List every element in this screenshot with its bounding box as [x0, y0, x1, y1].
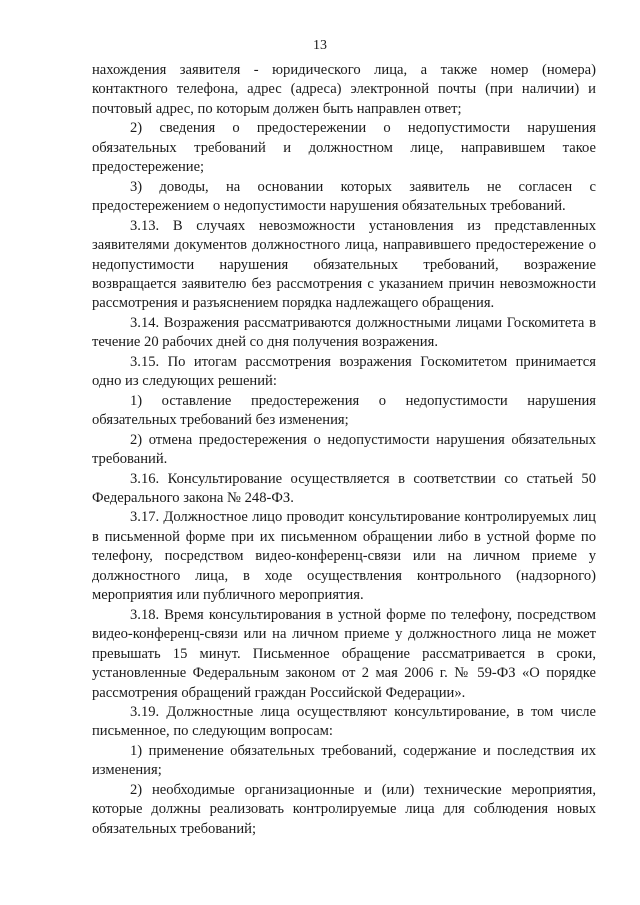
paragraph: 2) отмена предостережения о недопустимости нарушения обязательных требований.	[92, 431, 596, 468]
paragraph: 2) сведения о предостережении о недопустимости нарушения обязательных требований и должностном лице, направившем такое предостережение;	[92, 120, 596, 176]
paragraph: 3.15. По итогам рассмотрения возражения Госкомитетом принимается одно из следующих решений:	[92, 353, 596, 390]
paragraph: 3.19. Должностные лица осуществляют консультирование, в том числе письменное, по следующим вопросам:	[92, 703, 596, 740]
paragraph: нахождения заявителя - юридического лица, а также номер (номера) контактного телефона, адрес (адреса) электронной почты (при наличии) и почтовый адрес, по которым должен быть направлен ответ;	[92, 62, 596, 117]
document-body	[92, 61, 596, 839]
paragraph: 3.16. Консультирование осуществляется в соответствии со статьей 50 Федерального закона № 248-ФЗ.	[92, 470, 596, 506]
paragraph: 1) применение обязательных требований, содержание и последствия их изменения;	[92, 742, 596, 779]
paragraph: 1) оставление предостережения о недопустимости нарушения обязательных требований без изменения;	[92, 392, 596, 429]
paragraph: 2) необходимые организационные и (или) технические мероприятия, которые должны реализовать контролируемые лица для соблюдения новых обязательных требований;	[92, 781, 596, 837]
paragraph: 3.18. Время консультирования в устной форме по телефону, посредством видео-конференц-связи или на личном приеме у должностного лица не может превышать 15 минут. Письменное обращение рассматривается в сроки, установленные Федеральным законом от 2 мая 2006 г. № 59-ФЗ «О порядке рассмотрения обращений граждан Российской Федерации».	[92, 606, 596, 701]
page-number: 13	[313, 38, 327, 53]
paragraph: 3.17. Должностное лицо проводит консультирование контролируемых лиц в письменной форме при их письменном обращении либо в устной форме по телефону, посредством видео-конференц-связи или на личном приеме у должностного лица, в ходе осуществления контрольного (надзорного) мероприятия или публичного мероприятия.	[92, 509, 596, 604]
paragraph: 3.14. Возражения рассматриваются должностными лицами Госкомитета в течение 20 рабочих дней со дня получения возражения.	[92, 314, 596, 351]
paragraph: 3.13. В случаях невозможности установления из представленных заявителями документов должностного лица, направившего предостережение о недопустимости нарушения обязательных требований, возражение возвращается заявителю без рассмотрения с указанием причин невозможности рассмотрения и разъяснением порядка надлежащего обращения.	[92, 217, 596, 312]
paragraph: 3) доводы, на основании которых заявитель не согласен с предостережением о недопустимости нарушения обязательных требований.	[92, 178, 596, 215]
